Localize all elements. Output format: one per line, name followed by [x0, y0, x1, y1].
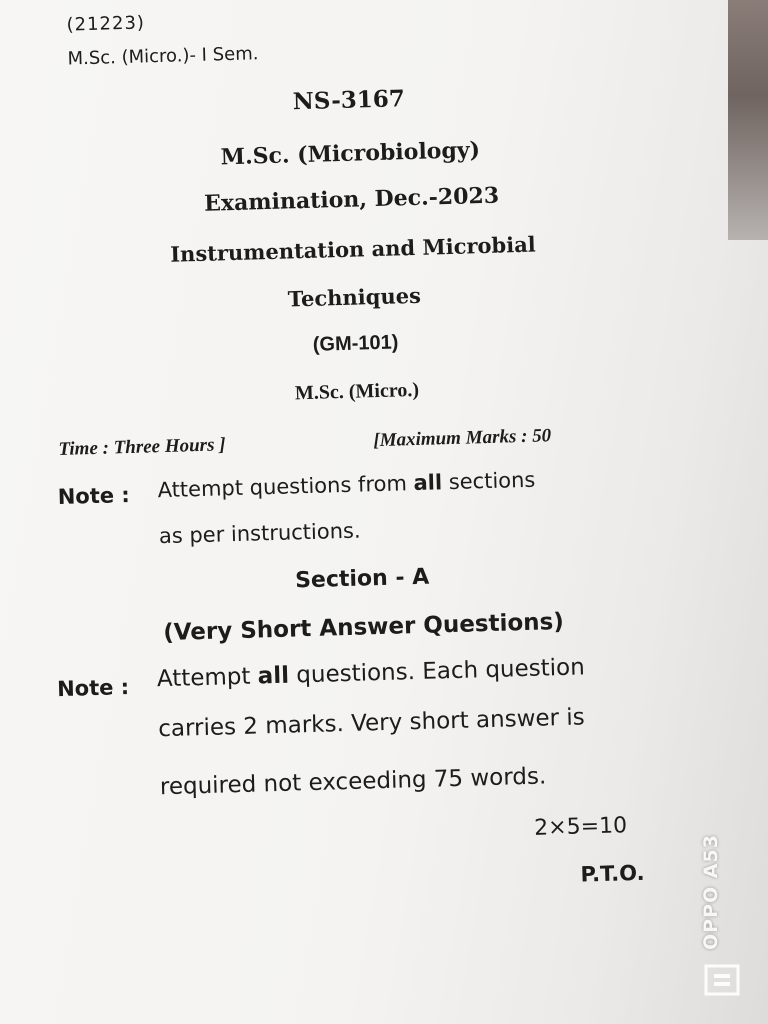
maximum-marks: [Maximum Marks : 50	[373, 425, 552, 452]
camera-frame-icon	[702, 960, 742, 1000]
camera-watermark	[700, 810, 748, 1010]
exam-title: Examination, Dec.-2023	[203, 182, 500, 217]
subject-title-line1: Instrumentation and Microbial	[169, 231, 537, 267]
marks-calculation: 2×5=10	[533, 813, 628, 841]
note1-bold: all	[413, 470, 443, 496]
note2-label: Note :	[56, 675, 130, 702]
course-code: (GM-101)	[312, 331, 399, 356]
note2-text	[157, 654, 586, 692]
note2-line3: required not exceeding 75 words.	[159, 763, 547, 801]
note1-text-after: sections	[441, 467, 536, 495]
note2-text-after: questions. Each question	[288, 654, 586, 689]
degree-title: M.Sc. (Microbiology)	[220, 137, 481, 171]
subject-title-line2: Techniques	[287, 282, 422, 312]
note1-label: Note :	[57, 482, 131, 509]
note1-continuation: as per instructions.	[158, 518, 361, 549]
please-turn-over: P.T.O.	[580, 860, 645, 887]
note1-text	[157, 468, 535, 503]
watermark-text: OPPO A53	[700, 834, 722, 950]
note2-line2: carries 2 marks. Very short answer is	[157, 704, 586, 743]
course-handwritten: M.Sc. (Micro.)- I Sem.	[67, 43, 259, 70]
section-a-title: Section - A	[294, 564, 430, 594]
section-a-subtitle: (Very Short Answer Questions)	[162, 608, 565, 647]
note2-text-before: Attempt	[156, 663, 259, 693]
stream-label: M.Sc. (Micro.)	[294, 378, 420, 405]
paper-serial-code: (21223)	[66, 12, 146, 36]
note2-bold: all	[257, 662, 290, 690]
time-allowed: Time : Three Hours ]	[58, 434, 226, 460]
paper-number: NS-3167	[292, 85, 406, 116]
note1-text-before: Attempt questions from	[157, 471, 414, 503]
